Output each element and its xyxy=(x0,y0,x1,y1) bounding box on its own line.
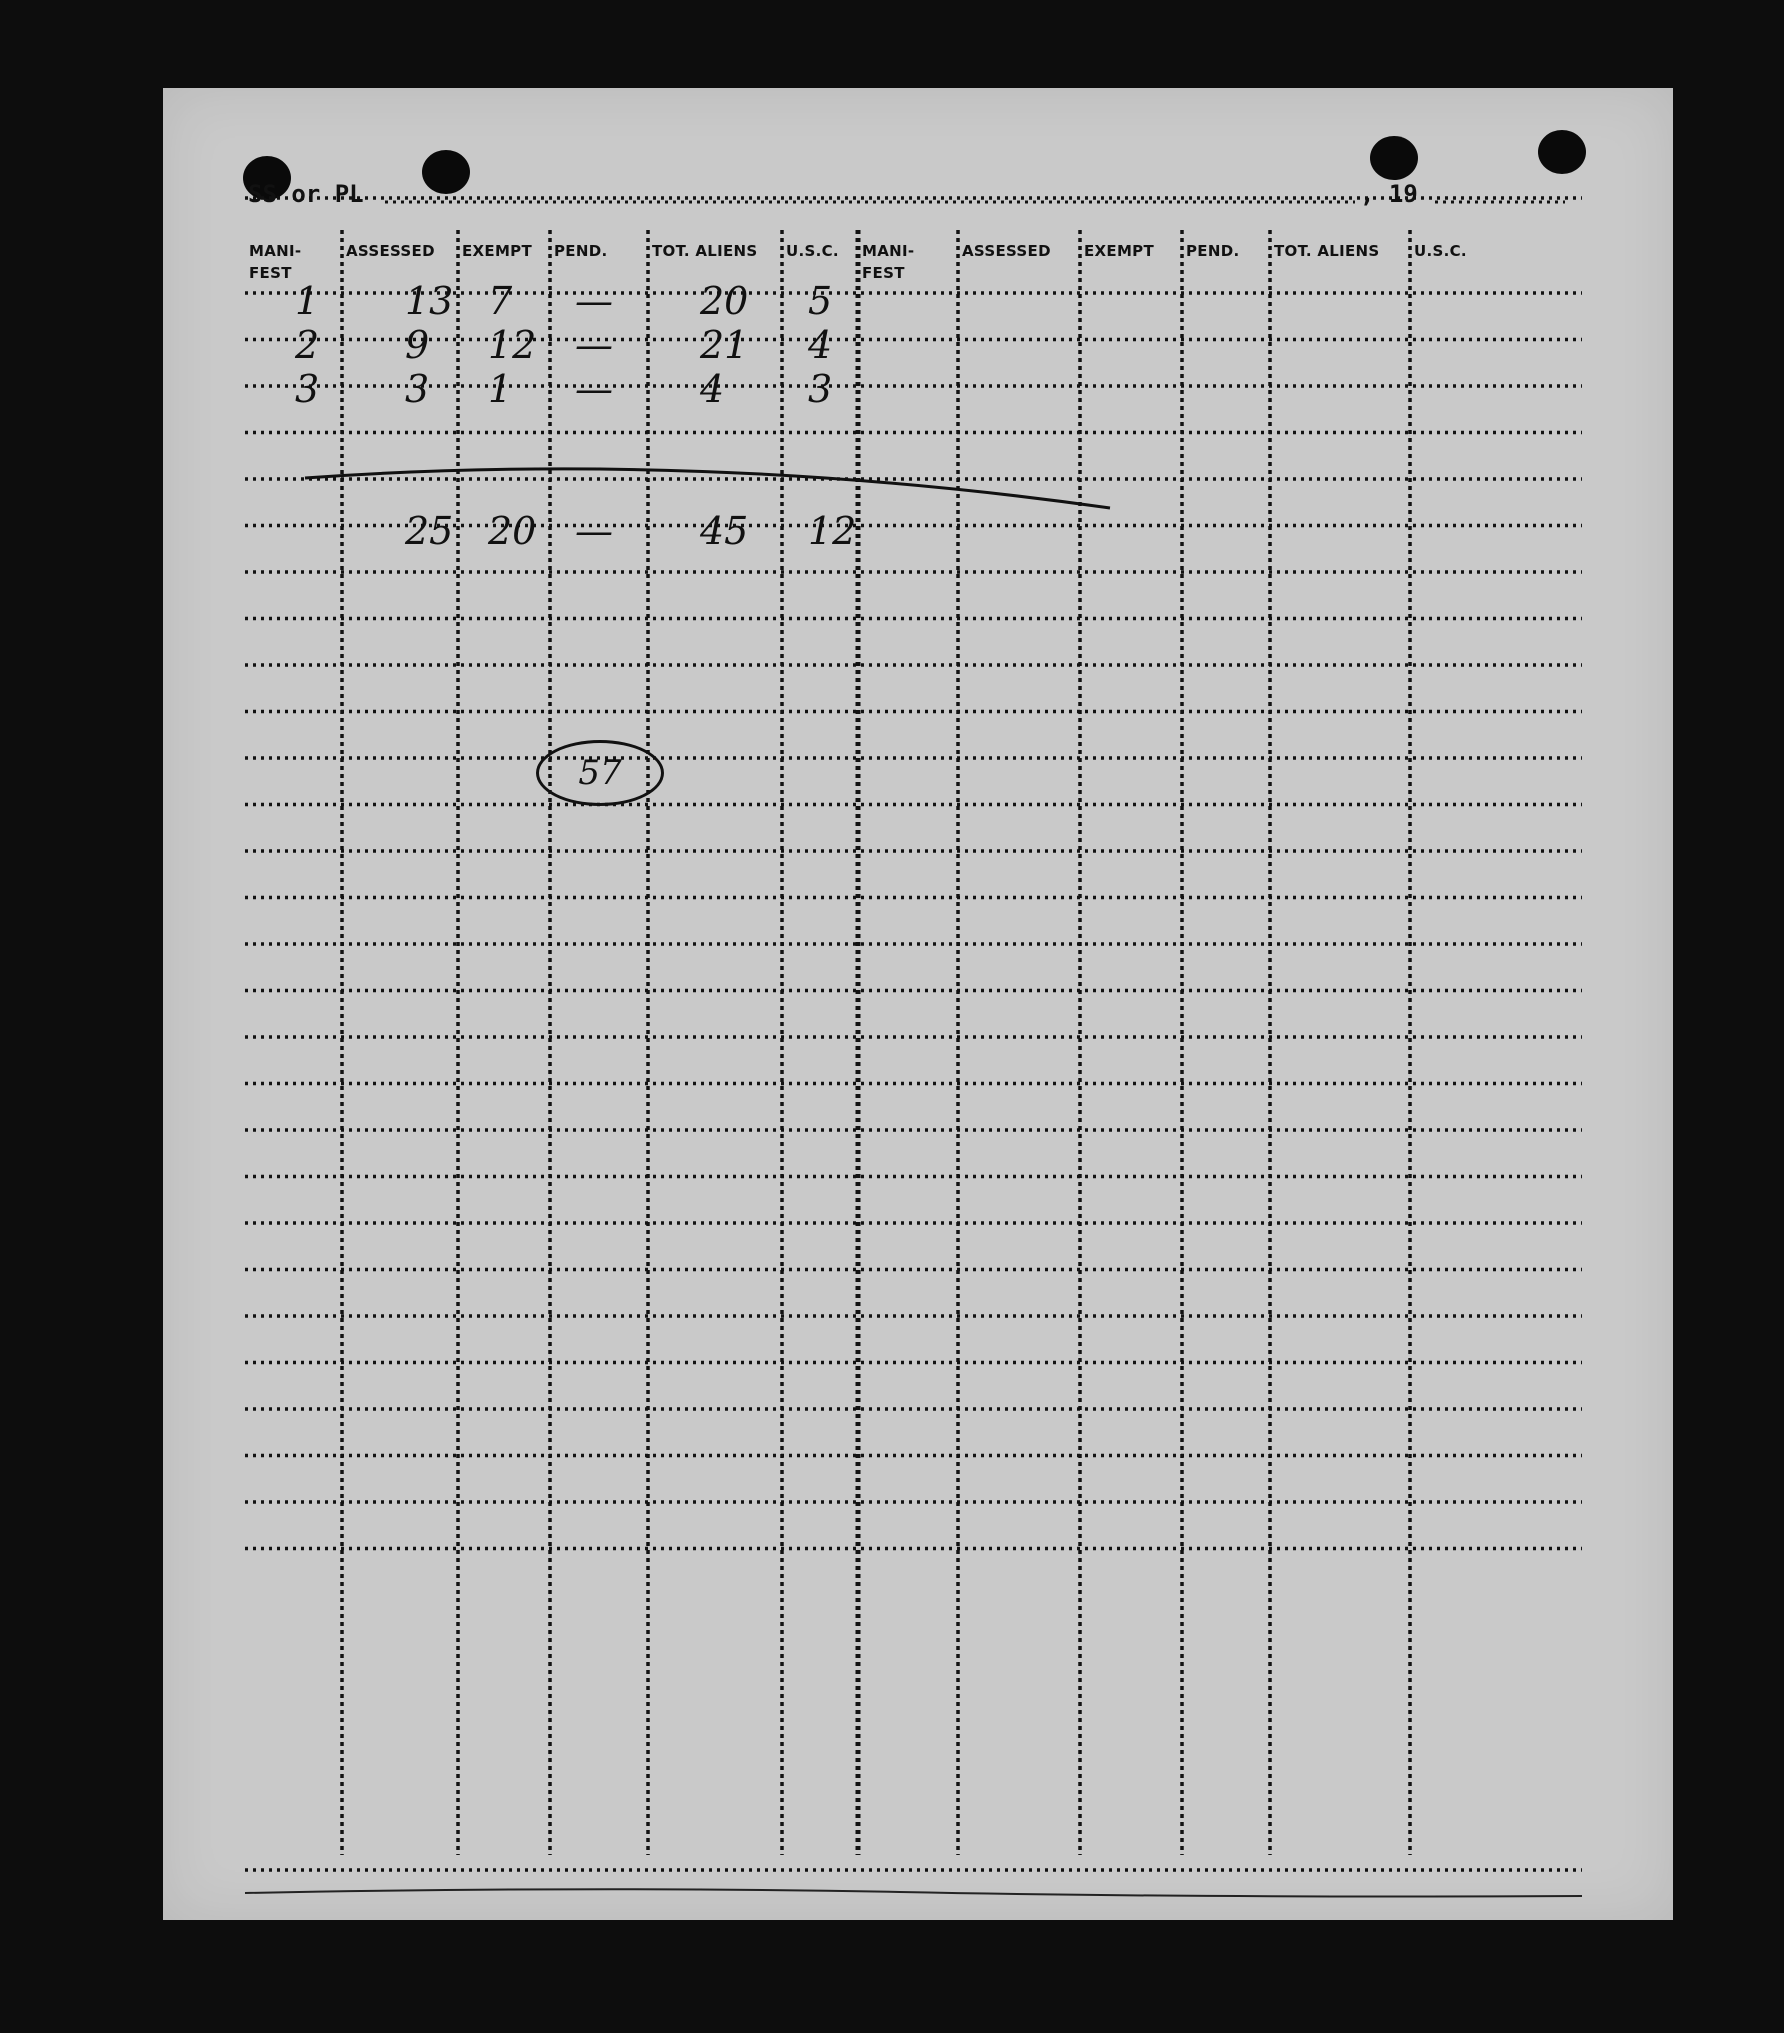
entry-manifest: 2 xyxy=(295,323,320,367)
bottom-rule xyxy=(245,1889,1582,1896)
entry-usc: 3 xyxy=(808,367,833,411)
totals-separator-stroke xyxy=(305,469,1110,508)
entry-exempt: 1 xyxy=(488,367,513,411)
total-pend: — xyxy=(575,509,613,553)
entry-assessed: 3 xyxy=(405,367,430,411)
entry-manifest: 3 xyxy=(295,367,320,411)
column-header: PEND. xyxy=(554,242,608,260)
column-header: U.S.C. xyxy=(1414,242,1467,260)
ss-pl-label: SS or PL xyxy=(248,180,364,208)
entry-exempt: 7 xyxy=(488,279,513,323)
column-header: MANI- FEST xyxy=(249,242,302,282)
column-header: TOT. ALIENS xyxy=(652,242,758,260)
column-header: EXEMPT xyxy=(1084,242,1155,260)
year-label: , 19 xyxy=(1360,180,1418,208)
entry-tot-aliens: 20 xyxy=(700,279,749,323)
total-exempt: 20 xyxy=(488,509,537,553)
entry-tot-aliens: 4 xyxy=(700,367,725,411)
entry-usc: 4 xyxy=(808,323,833,367)
column-header: TOT. ALIENS xyxy=(1274,242,1380,260)
column-header: MANI- FEST xyxy=(862,242,915,282)
total-assessed: 25 xyxy=(405,509,454,553)
entry-usc: 5 xyxy=(808,279,833,323)
circled-total: 57 xyxy=(536,740,664,806)
entry-assessed: 9 xyxy=(405,323,430,367)
total-usc: 12 xyxy=(808,509,857,553)
column-header: ASSESSED xyxy=(346,242,435,260)
entry-pend: — xyxy=(575,323,613,367)
total-tot-aliens: 45 xyxy=(700,509,749,553)
entry-assessed: 13 xyxy=(405,279,454,323)
column-header: U.S.C. xyxy=(786,242,839,260)
entry-exempt: 12 xyxy=(488,323,537,367)
entry-tot-aliens: 21 xyxy=(700,323,749,367)
entry-pend: — xyxy=(575,279,613,323)
column-header: PEND. xyxy=(1186,242,1240,260)
entry-manifest: 1 xyxy=(295,279,320,323)
entry-pend: — xyxy=(575,367,613,411)
column-header: EXEMPT xyxy=(462,242,533,260)
column-header: ASSESSED xyxy=(962,242,1051,260)
